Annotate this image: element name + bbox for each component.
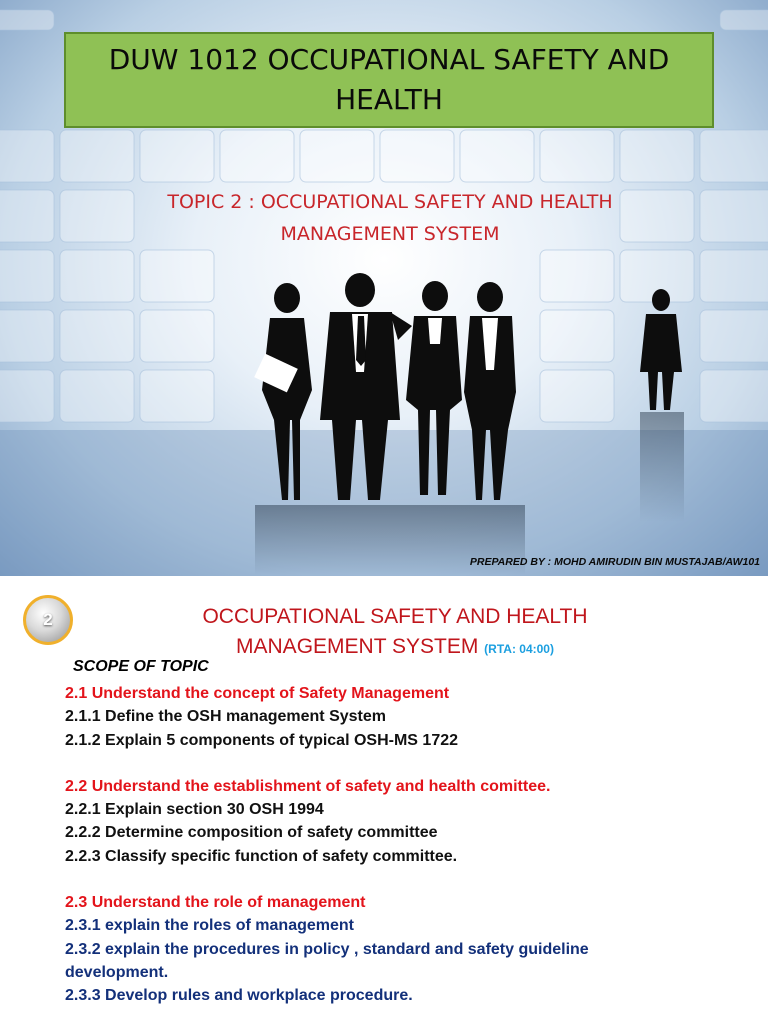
list-item: 2.3.3 Develop rules and workplace procedure. [65,987,413,1005]
scope-heading [90,602,700,664]
spacer [65,868,755,891]
slide-number-badge [23,595,73,645]
heading-line-1: OCCUPATIONAL SAFETY AND HEALTH [202,605,588,628]
section-title: 2.2 Understand the establishment of safety and health comittee. [65,777,551,795]
topic-line-1: TOPIC 2 : OCCUPATIONAL SAFETY AND HEALTH [167,191,613,213]
list-item: 2.1.2 Explain 5 components of typical OSH-MS 1722 [65,731,459,749]
list-item: 2.1.1 Define the OSH management System [65,708,386,726]
heading-line-2: MANAGEMENT SYSTEM [236,635,479,658]
section-title: 2.1 Understand the concept of Safety Management [65,685,450,702]
prepared-by: PREPARED BY : MOHD AMIRUDIN BIN MUSTAJAB/AW101 [469,556,760,568]
list-item: 2.3.2 explain the procedures in policy , standard and safety guideline [65,940,589,958]
scope-label: SCOPE OF TOPIC [73,658,209,675]
topic-subtitle [80,186,700,250]
list-item: 2.2.1 Explain section 30 OSH 1994 [65,801,324,819]
topic-line-2: MANAGEMENT SYSTEM [280,223,500,245]
section-title: 2.3 Understand the role of management [65,894,366,912]
scope-list [65,682,755,1008]
slide-title: DUW 1012 OCCUPATIONAL SAFETY AND HEALTH [108,43,670,116]
scope-slide [0,578,768,1024]
list-item: development. [65,963,169,981]
title-box [64,32,714,128]
list-item: 2.2.2 Determine composition of safety committee [65,824,438,842]
badge-number: 2 [43,610,53,629]
spacer [65,752,755,775]
rta-label: (RTA: 04:00) [484,642,554,656]
list-item: 2.3.1 explain the roles of management [65,917,354,935]
list-item: 2.2.3 Classify specific function of safety committee. [65,847,458,865]
